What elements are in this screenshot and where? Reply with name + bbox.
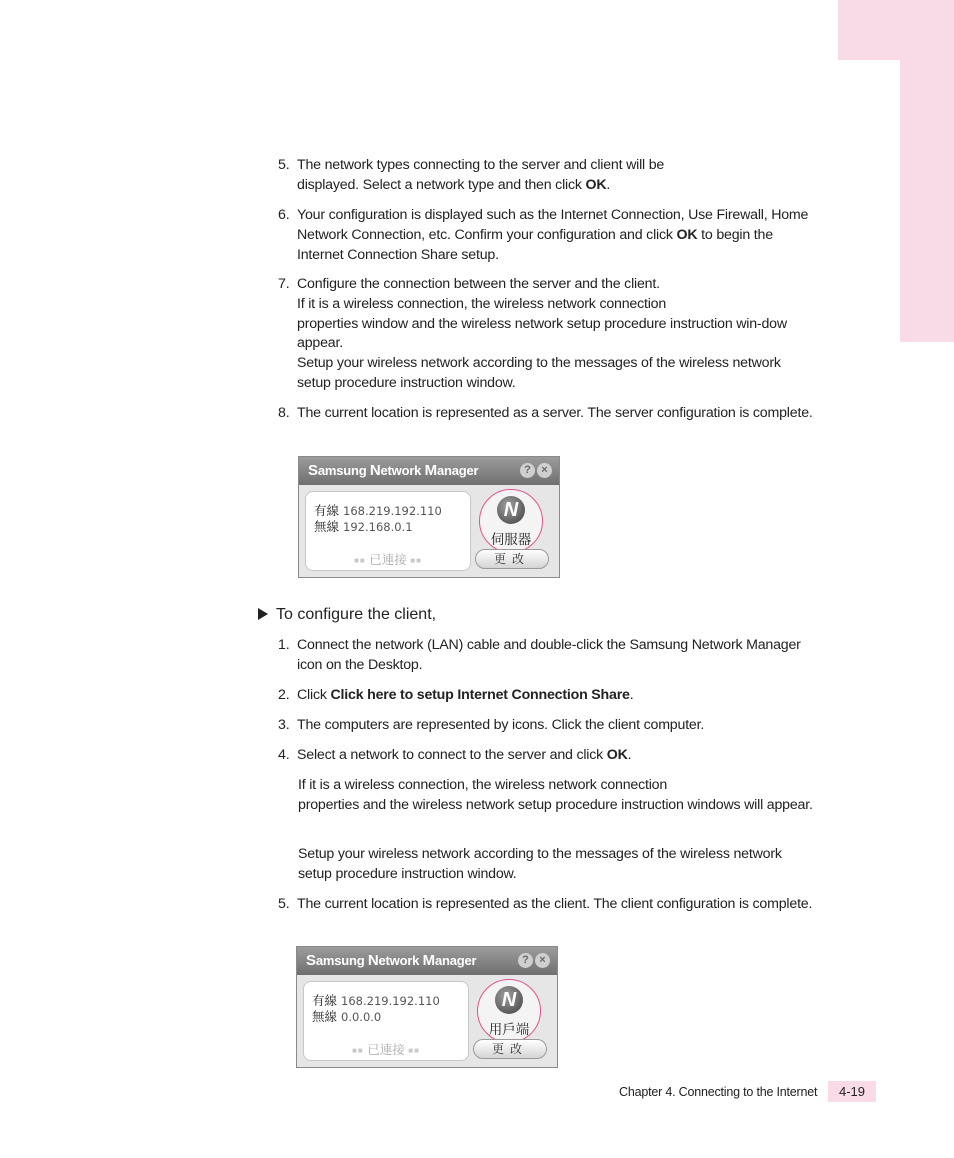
- step-2-client: 2. Click Click here to setup Internet Connection Share.: [278, 687, 634, 703]
- change-button[interactable]: 更改: [473, 1039, 547, 1059]
- change-button[interactable]: 更改: [475, 549, 549, 569]
- network-manager-logo-icon: N: [497, 496, 525, 524]
- close-icon[interactable]: ×: [535, 953, 550, 968]
- window-title: Samsung Network Manager: [297, 947, 557, 975]
- samsung-network-manager-server-window: [298, 456, 560, 578]
- network-manager-logo-icon: N: [495, 986, 523, 1014]
- help-icon[interactable]: ?: [520, 463, 535, 478]
- bullet-triangle-icon: [258, 608, 268, 620]
- connection-info-panel: [303, 981, 469, 1061]
- connection-status: ■■ 已連接 ■■: [352, 1043, 420, 1057]
- step-1-client: 1. Connect the network (LAN) cable and double-click the Samsung Network Manager icon on the Desktop.: [278, 637, 801, 673]
- step-7-server: 7. Configure the connection between the server and the client. If it is a wireless connection, the wireless network connection properties window and the wireless network setup procedure instruction win-dow appear. Setup your wireless network according to the messages of the wireless network setup procedure instruction window.: [278, 276, 787, 391]
- step-4-setup-note: Setup your wireless network according to the messages of the wireless network setup procedure instruction window.: [298, 846, 782, 882]
- samsung-network-manager-client-window: [296, 946, 558, 1068]
- page-side-decoration: [900, 60, 954, 342]
- client-section-heading: To configure the client,: [258, 604, 436, 626]
- footer-chapter: Chapter 4. Connecting to the Internet: [619, 1085, 818, 1099]
- step-8-server: 8. The current location is represented as a server. The server configuration is complete.: [278, 405, 813, 421]
- role-label: 伺服器: [490, 532, 532, 547]
- connection-info-panel: [305, 491, 471, 571]
- step-5-server: 5. The network types connecting to the server and client will be displayed. Select a network type and then click OK.: [278, 157, 665, 193]
- step-4-client: 4. Select a network to connect to the server and click OK.: [278, 747, 632, 763]
- wired-row: 有線 168.219.192.110: [312, 994, 440, 1008]
- wired-row: 有線 168.219.192.110: [314, 504, 442, 518]
- step-5-client: 5. The current location is represented as the client. The client configuration is complete.: [278, 896, 813, 912]
- server-computer-icon[interactable]: [479, 489, 543, 553]
- help-icon[interactable]: ?: [518, 953, 533, 968]
- page-tab-decoration: [838, 0, 954, 60]
- page-number: 4-19: [828, 1081, 876, 1102]
- wireless-row: 無線 0.0.0.0: [312, 1010, 382, 1024]
- close-icon[interactable]: ×: [537, 463, 552, 478]
- wireless-row: 無線 192.168.0.1: [314, 520, 413, 534]
- step-3-client: 3. The computers are represented by icons. Click the client computer.: [278, 717, 705, 733]
- window-title: Samsung Network Manager: [299, 457, 559, 485]
- role-label: 用戶端: [488, 1022, 530, 1037]
- client-computer-icon[interactable]: [477, 979, 541, 1043]
- connection-status: ■■ 已連接 ■■: [354, 553, 422, 567]
- step-4-wireless-note: If it is a wireless connection, the wireless network connection properties and the wireless network setup procedure instruction windows will appear.: [298, 777, 813, 813]
- step-6-server: 6. Your configuration is displayed such as the Internet Connection, Use Firewall, Home Network Connection, etc. Confirm your configuration and click OK to begin the Internet Connection Share setup.: [278, 207, 809, 263]
